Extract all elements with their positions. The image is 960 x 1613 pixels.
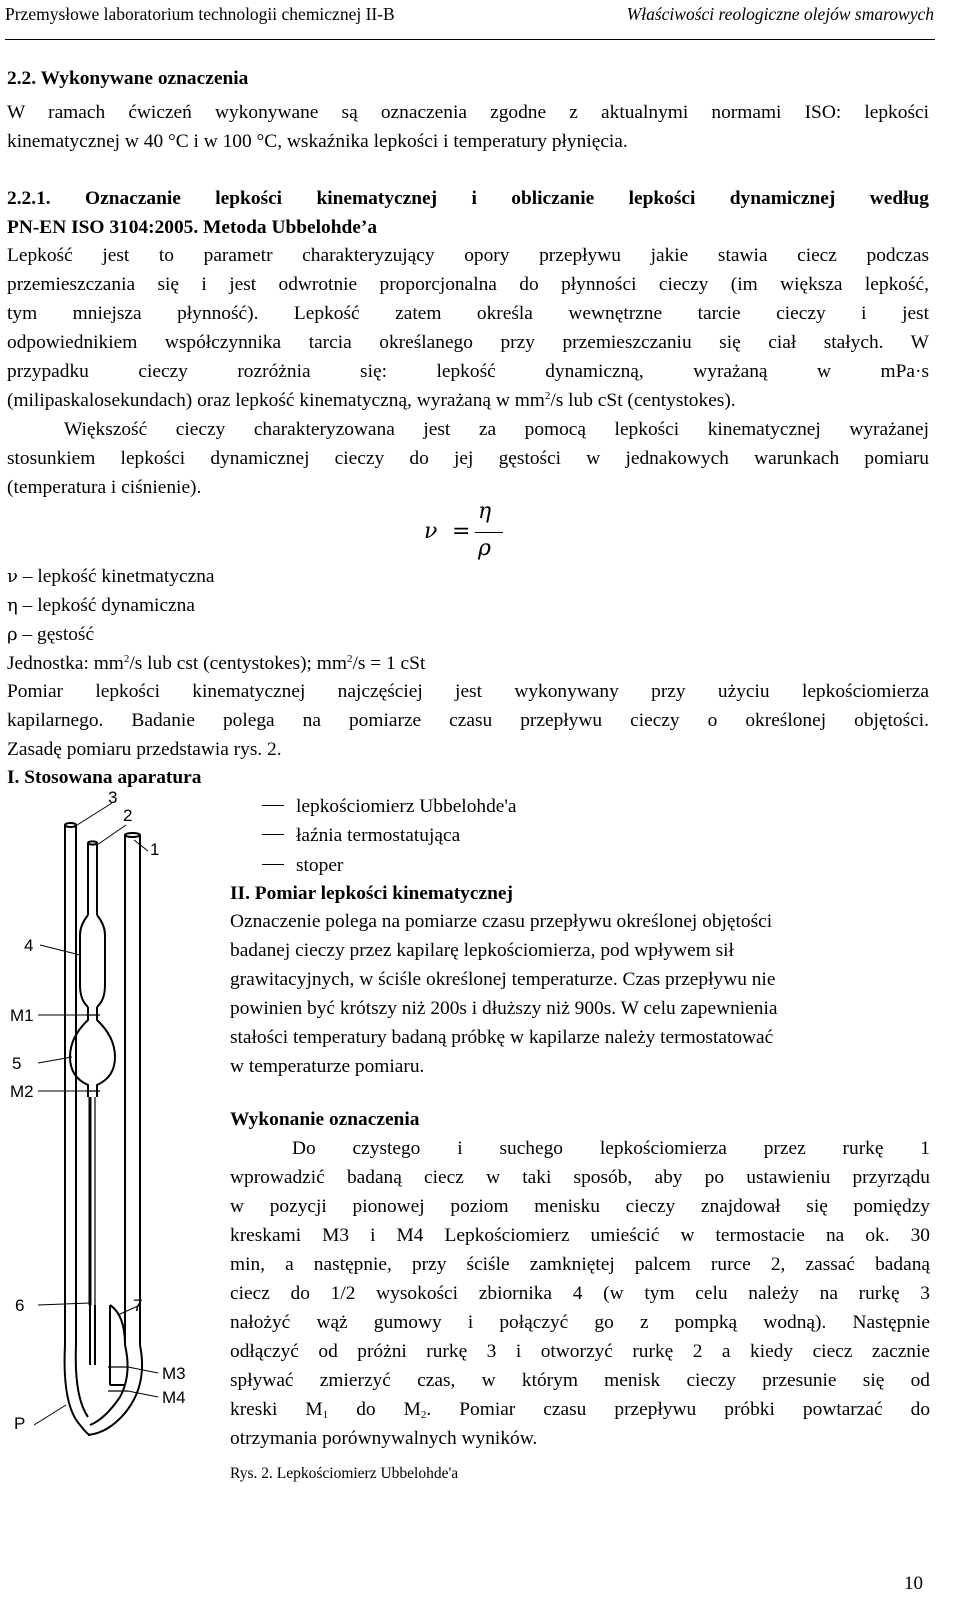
definition-rho: ρ – gęstość	[7, 624, 95, 645]
formula-nu: ν	[424, 519, 438, 544]
exec-line-6: ciecz do 1/2 wysokości zbiornika 4 (w tym celu należy na rurkę 3	[230, 1283, 930, 1304]
subsection-heading-2: PN-EN ISO 3104:2005. Metoda Ubbelohde’a	[7, 217, 378, 238]
running-header-left: Przemysłowe laboratorium technologii chemicznej II-B	[5, 4, 395, 24]
figure-label-4: 4	[24, 936, 34, 955]
exec-line-11: otrzymania porównywalnych wyników.	[230, 1428, 538, 1449]
units-line: Jednostka: $mm^2/s$ lub cst (centystokes); $mm^2/s = 1$ cSt	[7, 653, 426, 674]
measure-line-3: Zasadę pomiaru przedstawia rys. 2.	[7, 739, 282, 760]
definition-eta: η – lepkość dynamiczna	[7, 595, 195, 616]
apparatus-item-1: lepkościomierz Ubbelohde'a	[262, 792, 960, 821]
exec-line-10: kreski $M_1$ do $M_2$. Pomiar czasu przepływu próbki powtarzać do	[230, 1399, 931, 1421]
intro-line-2: kinematycznej w 40 °C i w 100 °C, wskaźnika lepkości i temperatury płynięcia.	[7, 131, 628, 152]
ubbelohde-viscometer-figure	[0, 785, 220, 1445]
figure-label-m3: M3	[162, 1364, 186, 1383]
formula-rho: ρ	[478, 536, 491, 561]
formula-equals: =	[452, 519, 471, 544]
figure-label-7: 7	[133, 1296, 143, 1315]
part2-line-4: powinien być krótszy niż 200s i dłuższy niż 900s. W celu zapewnienia	[230, 998, 778, 1019]
figure-label-6: 6	[15, 1296, 25, 1315]
p2-line-1: Większość cieczy charakteryzowana jest za pomocą lepkości kinematycznej wyrażanej	[64, 419, 929, 440]
apparatus-item-2: łaźnia termostatująca	[262, 821, 960, 850]
exec-line-1: Do czystego i suchego lepkościomierza przez rurkę 1	[292, 1138, 930, 1159]
figure-caption: Rys. 2. Lepkościomierz Ubbelohde'a	[230, 1465, 459, 1482]
intro-line-1: W ramach ćwiczeń wykonywane są oznaczenia zgodne z aktualnymi normami ISO: lepkości	[7, 102, 929, 123]
figure-label-5: 5	[12, 1054, 22, 1073]
part2-line-1: Oznaczenie polega na pomiarze czasu przepływu określonej objętości	[230, 911, 773, 932]
p2-line-3: (temperatura i ciśnienie).	[7, 477, 202, 498]
measure-line-1: Pomiar lepkości kinematycznej najczęściej jest wykonywany przy użyciu lepkościomierza	[7, 681, 929, 702]
page-number: 10	[904, 1573, 923, 1594]
p1-line-2: przemieszczania się i jest odwrotnie proporcjonalna do płynności cieczy (im większa lepkość,	[7, 274, 929, 295]
definition-nu: ν – lepkość kinetmatyczna	[7, 566, 215, 587]
p1-line-1: Lepkość jest to parametr charakteryzujący opory przepływu jakie stawia ciecz podczas	[7, 245, 929, 266]
figure-label-p: P	[14, 1414, 26, 1433]
exec-line-9: spływać zmierzyć czas, w którym menisk cieczy przesunie się od	[230, 1370, 930, 1391]
exec-line-5: min, a następnie, przy ściśle zamkniętej palcem rurce 2, zassać badaną	[230, 1254, 930, 1275]
figure-label-3: 3	[108, 788, 118, 807]
part2-line-2: badanej cieczy przez kapilarę lepkościomierza, pod wpływem sił	[230, 940, 734, 961]
execution-heading: Wykonanie oznaczenia	[230, 1109, 420, 1130]
apparatus-heading: I. Stosowana aparatura	[7, 767, 202, 788]
subsection-heading-1: 2.2.1. Oznaczanie lepkości kinematycznej i obliczanie lepkości dynamicznej według	[7, 188, 929, 209]
formula-eta: η	[478, 499, 492, 524]
measure-line-2: kapilarnego. Badanie polega na pomiarze czasu przepływu cieczy o określonej objętości.	[7, 710, 929, 731]
exec-line-3: w pozycji pionowej poziom menisku cieczy znajdował się pomiędzy	[230, 1196, 930, 1217]
section-heading: 2.2. Wykonywane oznaczenia	[7, 68, 249, 89]
exec-line-8: odłączyć od próżni rurkę 3 i otworzyć rurkę 2 a kiedy ciecz zacznie	[230, 1341, 930, 1362]
part2-line-6: w temperaturze pomiaru.	[230, 1056, 425, 1077]
p2-line-2: stosunkiem lepkości dynamicznej cieczy do jej gęstości w jednakowych warunkach pomiaru	[7, 448, 929, 469]
figure-label-2: 2	[123, 806, 133, 825]
running-header-right: Właściwości reologiczne olejów smarowych	[626, 4, 934, 24]
figure-label-m2: M2	[10, 1082, 34, 1101]
figure-label-1: 1	[150, 840, 160, 859]
formula-fraction-bar	[475, 532, 503, 533]
p1-line-4: odpowiednikiem współczynnika tarcia określanego przy przemieszczaniu się ciał stałych. W	[7, 332, 929, 353]
p1-line-3: tym mniejsza płynność). Lepkość zatem określa wewnętrzne tarcie cieczy i jest	[7, 303, 929, 324]
figure-label-m1: M1	[10, 1006, 34, 1025]
exec-line-7: nałożyć wąż gumowy i połączyć go z pompką wodną). Następnie	[230, 1312, 930, 1333]
figure-label-m4: M4	[162, 1388, 186, 1407]
exec-line-2: wprowadzić badaną ciecz w taki sposób, aby po ustawieniu przyrządu	[230, 1167, 930, 1188]
part2-line-5: stałości temperatury badaną próbkę w kapilarze należy termostatować	[230, 1027, 774, 1048]
p1-line-5: przypadku cieczy rozróżnia się: lepkość dynamiczną, wyrażaną w mPa·s	[7, 361, 929, 382]
part2-heading: II. Pomiar lepkości kinematycznej	[230, 883, 513, 904]
p1-line-6: (milipaskalosekundach) oraz lepkość kinematyczną, wyrażaną w $mm^2/s$ lub cSt (centystokes).	[7, 390, 736, 411]
header-rule	[5, 39, 935, 40]
apparatus-item-3: stoper	[262, 851, 960, 880]
exec-line-4: kreskami M3 i M4 Lepkościomierz umieścić w termostacie na ok. 30	[230, 1225, 930, 1246]
part2-line-3: grawitacyjnych, w ściśle określonej temperaturze. Czas przepływu nie	[230, 969, 776, 990]
